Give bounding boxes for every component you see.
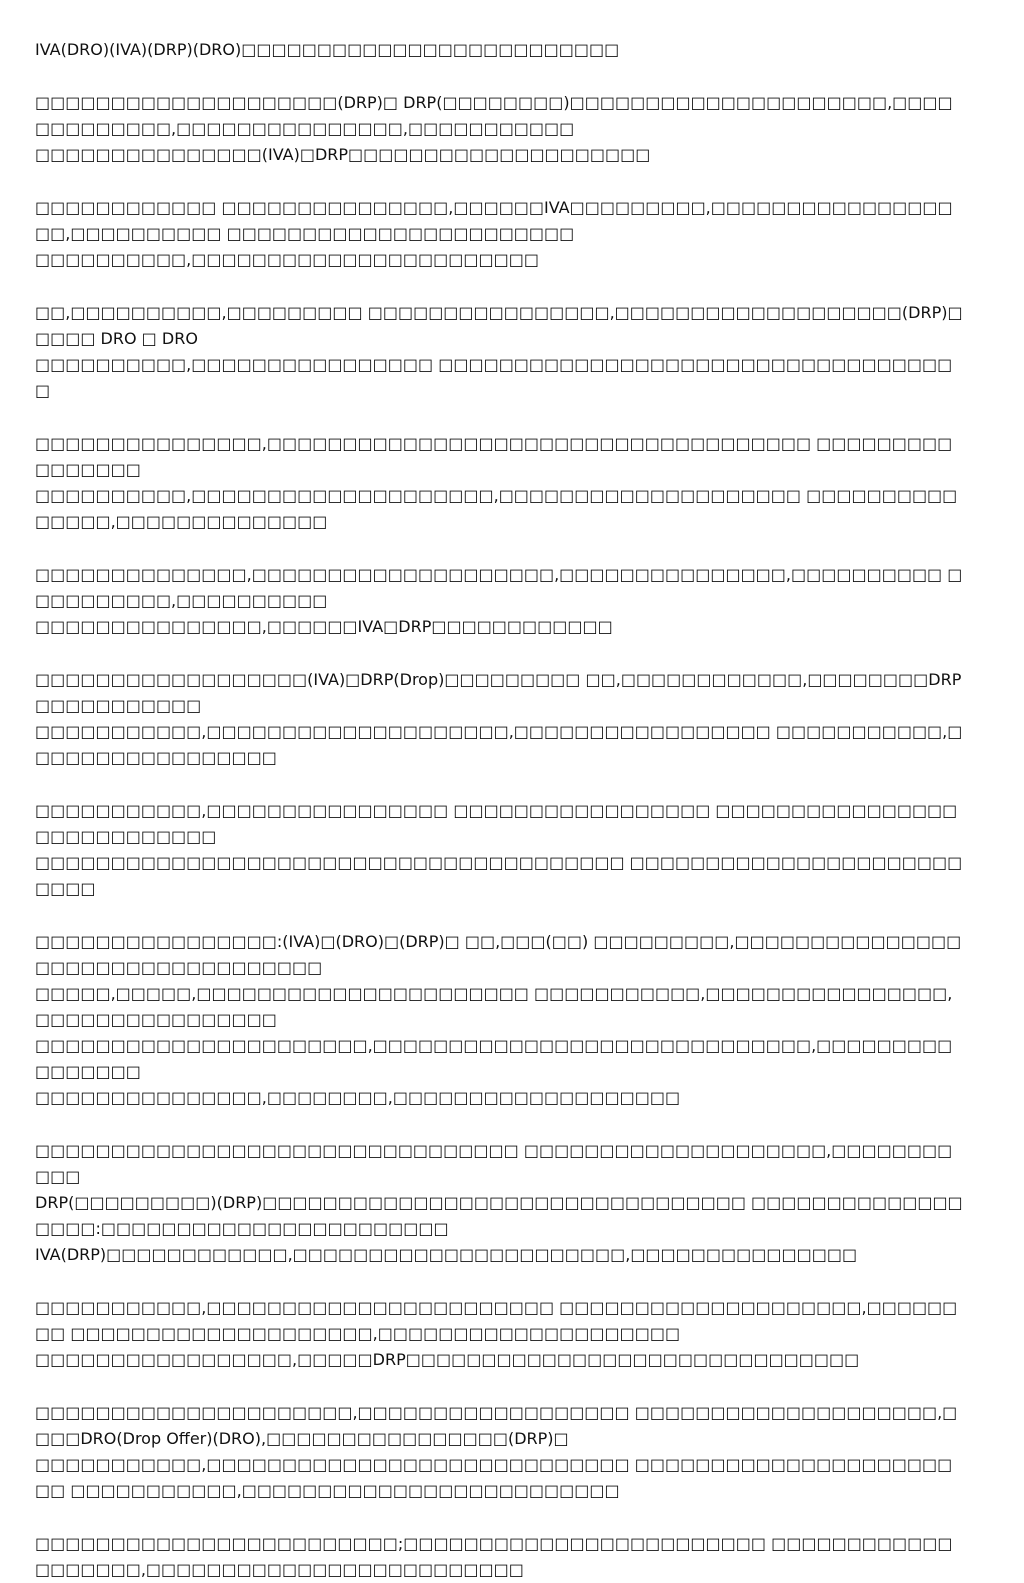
paragraph-9: □□□□□□□□□□□□□□□□:(IVA)□(DRO)□(DRP)□ □□,□□□(□□) □□□□□□□□□,□□□□□□□□□□□□□□□□□□□□□□□□□□□□□□□□□□ □□□□□,□□□□□,□□□□□□□□□□□□□□□□□□□□□□ □□□□□□□□□□□,□□□□□□□□□□□□□□□□,□□□□□□□□□□□□□□□□ □□□□□□□□□□□□□□□□□□□□□□,□□□□□□□□□□□□□□□□□□□□□□□□□□□□□,□□□□□□□□□□□□□□□□ □□□□□□□□□□□□□□□,□□□□□□□□,□□□□□□□□□□□□□□□□□□□ [35, 932, 962, 1107]
paragraph-4: □□,□□□□□□□□□□,□□□□□□□□□ □□□□□□□□□□□□□□□□,□□□□□□□□□□□□□□□□□□□(DRP)□□□□□ DRO □ DRO □□□□□□□□□□,□□□□□□□□□□□□□□□□ □□□□□□□□□□□□□□□□□□□□□□□□□□□□□□□□□□□ [35, 303, 963, 400]
paragraph-10: □□□□□□□□□□□□□□□□□□□□□□□□□□□□□□□□ □□□□□□□□□□□□□□□□□□□□,□□□□□□□□□□□ DRP(□□□□□□□□□)(DRP)□□□□□□□□□□□□□□□□□□□□□□□□□□□□□□□□ □□□□□□□□□□□□□□□□□□:□□□□□□□□□□□□□□□□□□□□□□□ IVA(DRP)□□□□□□□□□□□□,□□□□□□□□□□□□□□□□□□□□□□,□□□□□□□□□□□□□□□ [35, 1141, 963, 1264]
paragraph-7: □□□□□□□□□□□□□□□□□□(IVA)□DRP(Drop)□□□□□□□□□ □□,□□□□□□□□□□□□,□□□□□□□□DRP□□□□□□□□□□□ □□□□□□□□□□□,□□□□□□□□□□□□□□□□□□□□,□□□□□□□□□□□□□□□□□ □□□□□□□□□□□,□□□□□□□□□□□□□□□□□ [35, 670, 963, 767]
paragraph-11: □□□□□□□□□□□,□□□□□□□□□□□□□□□□□□□□□□□ □□□□□□□□□□□□□□□□□□□□,□□□□□□□□ □□□□□□□□□□□□□□□□□□□□,□□□□□□□□□□□□□□□□□□□□ □□□□□□□□□□□□□□□□□,□□□□□DRP□□□□□□□□□□□□□□□□□□□□□□□□□□□□□□ [35, 1298, 958, 1369]
paragraph-3: □□□□□□□□□□□□ □□□□□□□□□□□□□□□,□□□□□□IVA□□□□□□□□□,□□□□□□□□□□□□□□□□□□,□□□□□□□□□□ □□□□□□□□□□□□□□□□□□□□□□□ □□□□□□□□□□,□□□□□□□□□□□□□□□□□□□□□□□ [35, 198, 953, 269]
paragraph-5: □□□□□□□□□□□□□□□,□□□□□□□□□□□□□□□□□□□□□□□□□□□□□□□□□□□□ □□□□□□□□□□□□□□□□ □□□□□□□□□□,□□□□□□□□□□□□□□□□□□□□,□□□□□□□□□□□□□□□□□□□□ □□□□□□□□□□□□□□□,□□□□□□□□□□□□□□ [35, 434, 958, 531]
paragraph-12: □□□□□□□□□□□□□□□□□□□□□,□□□□□□□□□□□□□□□□□□ □□□□□□□□□□□□□□□□□□□□,□□□□DRO(Drop Offer)(DRO),□□□□□□□□□□□□□□□□(DRP)□ □□□□□□□□□□□,□□□□□□□□□□□□□□□□□□□□□□□□□□□□ □□□□□□□□□□□□□□□□□□□□□□□ □□□□□□□□□□□,□□□□□□□□□□□□□□□□□□□□□□□□□ [35, 1403, 958, 1500]
paragraph-13: □□□□□□□□□□□□□□□□□□□□□□□□;□□□□□□□□□□□□□□□□□□□□□□□□ □□□□□□□□□□□□□□□□□□□,□□□□□□□□□□□□□□□□□□□□□□□□□ [35, 1534, 953, 1579]
paragraph-1: IVA(DRO)(IVA)(DRP)(DRO)□□□□□□□□□□□□□□□□□□□□□□□□□ [35, 40, 620, 59]
paragraph-8: □□□□□□□□□□□,□□□□□□□□□□□□□□□□ □□□□□□□□□□□□□□□□□ □□□□□□□□□□□□□□□□□□□□□□□□□□□□ □□□□□□□□□□□□□□□□□□□□□□□□□□□□□□□□□□□□□□□ □□□□□□□□□□□□□□□□□□□□□□□□□□ [35, 801, 963, 898]
paragraph-2: □□□□□□□□□□□□□□□□□□□□(DRP)□ DRP(□□□□□□□□)□□□□□□□□□□□□□□□□□□□□□,□□□□□□□□□□□□□,□□□□□□□□□□□□□□□,□□□□□□□□□□□ □□□□□□□□□□□□□□□(IVA)□DRP□□□□□□□□□□□□□□□□□□□□ [35, 93, 953, 164]
paragraph-6: □□□□□□□□□□□□□□,□□□□□□□□□□□□□□□□□□□□,□□□□□□□□□□□□□□□,□□□□□□□□□□ □□□□□□□□□□,□□□□□□□□□□ □□□□□□□□□□□□□□□,□□□□□□IVA□DRP□□□□□□□□□□□□ [35, 565, 963, 636]
